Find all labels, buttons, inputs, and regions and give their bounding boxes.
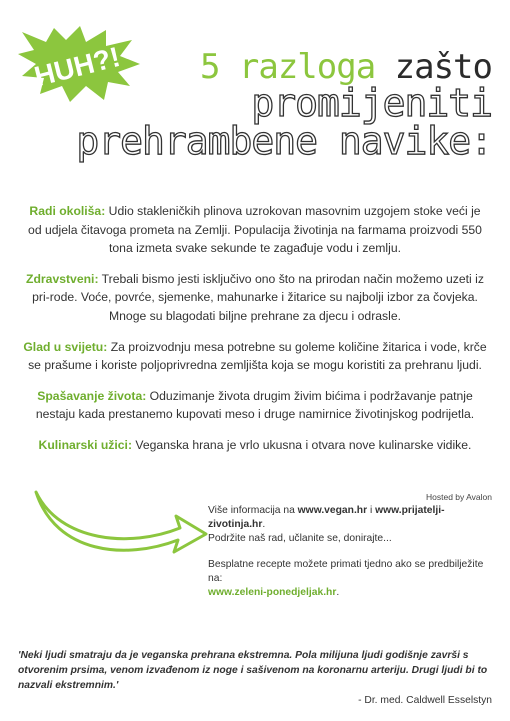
- quote-author: - Dr. med. Caldwell Esselstyn: [358, 695, 492, 706]
- quote: [18, 648, 492, 708]
- reason-text: Oduzimanje života drugim živim bićima i podržavanje patnje nestaju kada prestanemo kupovati meso i druge namirnice životinjskog podrijetla.: [35, 388, 475, 422]
- info-block: [208, 490, 492, 600]
- reason-label: Zdravstveni:: [26, 271, 99, 286]
- recipes-text: Besplatne recepte možete primati tjedno ako se predbilježite na:: [208, 559, 484, 584]
- reason-text: Veganska hrana je vrlo ukusna i otvara nove kulinarske vidike.: [132, 437, 472, 452]
- headline-rest: zašto: [375, 47, 492, 87]
- more-info-suffix: .: [262, 519, 266, 530]
- recipes-link-suffix: .: [336, 587, 340, 598]
- headline: [76, 47, 492, 163]
- reason-text: Za proizvodnju mesa potrebne su goleme količine žitarica i vode, krče se prašume i koriste poljoprivredna zemljišta koja se mogu koristiti za prehranu ljudi.: [28, 339, 487, 373]
- reason-label: Kulinarski užici:: [38, 437, 133, 452]
- hosted-by: Hosted by Avalon: [426, 492, 492, 502]
- reason-culinary: [22, 436, 488, 455]
- reasons-list: [22, 190, 488, 463]
- more-info: [208, 504, 492, 532]
- support-text: Podržite naš rad, učlanite se, donirajte...: [208, 533, 392, 544]
- link-vegan[interactable]: www.vegan.hr: [297, 505, 368, 516]
- recipes-link-line: [208, 586, 492, 600]
- logo-text: HUH?!: [31, 41, 124, 93]
- headline-line-1: [76, 47, 492, 87]
- reason-text: Trebali bismo jesti isključivo ono što na prirodan način možemo uzeti iz pri-rode. Voće, povrće, sjemenke, mahunarke i žitarice su najbolji izbor za čovjeka. Mnoge su blagodati biljne prehrane za djecu i odrasle.: [32, 271, 484, 323]
- quote-text: 'Neki ljudi smatraju da je veganska prehrana ekstremna. Pola milijuna ljudi godišnje završi s otvorenim prsima, venom izvađenom iz noge i sašivenom na koronarnu arteriju. Drugi ljudi bi to nazvali ekstremnim.': [18, 650, 488, 691]
- reason-environment: [22, 202, 488, 258]
- reason-hunger: [22, 338, 488, 375]
- link-zeleni-ponedjeljak[interactable]: www.zeleni-ponedjeljak.hr: [208, 587, 337, 598]
- reason-label: Spašavanje života:: [37, 388, 147, 403]
- headline-line-2: promijeniti: [251, 81, 492, 125]
- reason-saving-lives: [22, 387, 488, 424]
- headline-accent: 5 razloga: [199, 47, 376, 87]
- link-separator: i: [367, 505, 376, 516]
- arrow-icon: [30, 482, 210, 562]
- reason-health: [22, 270, 488, 326]
- reason-text: Udio stakleničkih plinova uzrokovan masovnim uzgojem stoke veći je od udjela čitavoga prometa na Zemlji. Populacija životinja na farmama proizvodi 550 tona izmeta svake sekunde te zagađuje vodu i zemlju.: [28, 204, 482, 256]
- link-prijatelji[interactable]: www.prijatelji-zivotinja.hr: [208, 505, 445, 530]
- reason-label: Glad u svijetu:: [23, 339, 108, 354]
- more-info-prefix: Više informacija na: [208, 505, 298, 516]
- reason-label: Radi okoliša:: [29, 204, 106, 219]
- headline-line-3: prehrambene navike:: [76, 119, 492, 163]
